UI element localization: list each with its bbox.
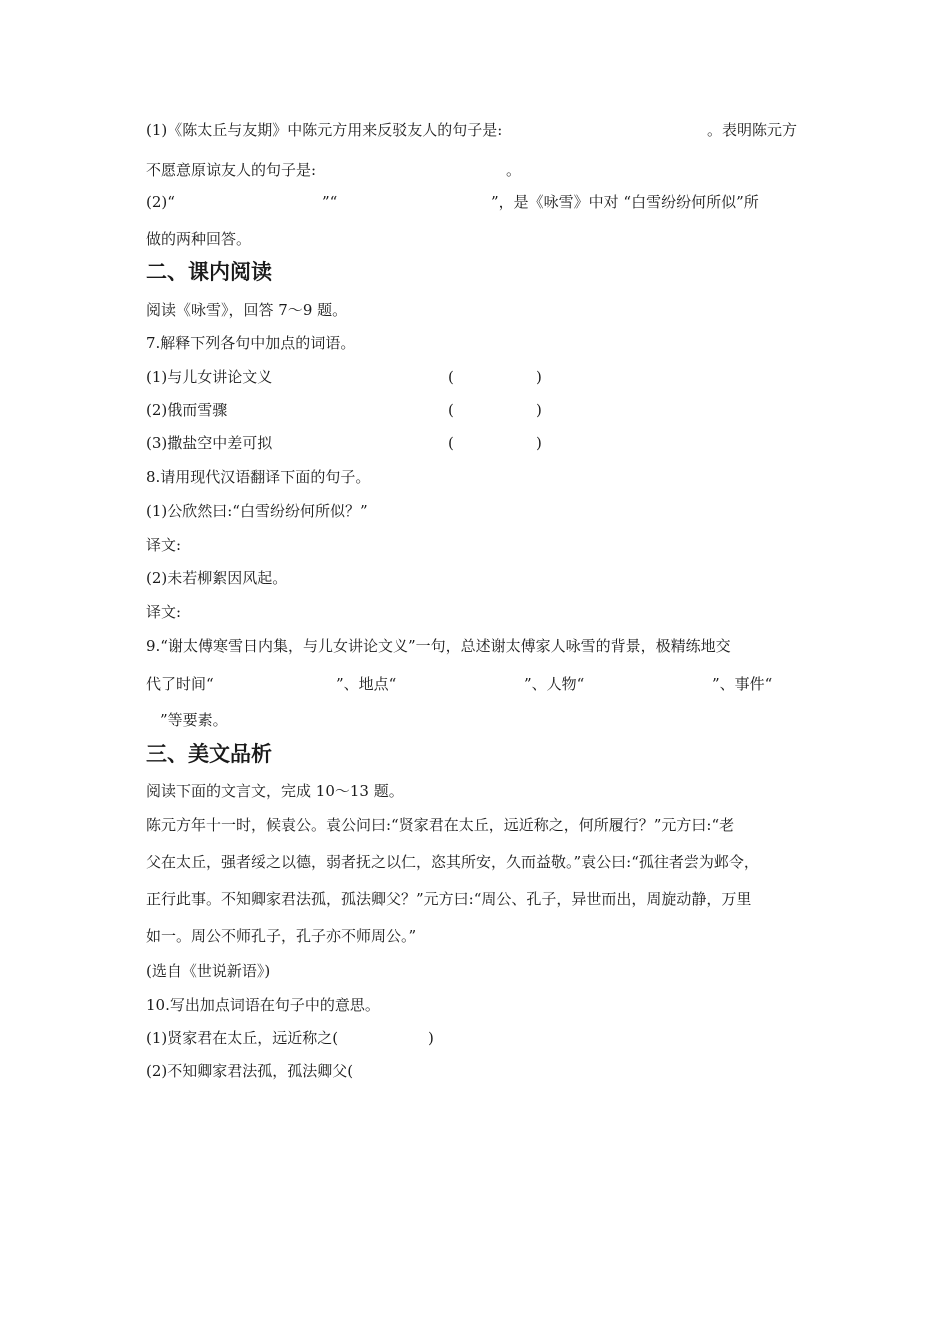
- answer-paren-close: ): [536, 434, 542, 452]
- question-1-suffix: 。表明陈元方: [707, 121, 798, 139]
- passage-source: (选自《世说新语》): [146, 962, 271, 980]
- question-8-sentence-1: (1)公欣然曰:“白雪纷纷何所似？”: [146, 502, 368, 520]
- question-7-item-text: (3)撒盐空中差可拟: [146, 434, 273, 452]
- section-3-intro: 阅读下面的文言文，完成 10～13 题。: [146, 782, 404, 800]
- passage-line-4: 如一。周公不师孔子，孔子亦不师周公。”: [146, 927, 417, 945]
- answer-paren-close: ): [536, 368, 542, 386]
- answer-paren-close: ): [428, 1029, 434, 1047]
- question-8-sentence-2: (2)未若柳絮因风起。: [146, 569, 288, 587]
- question-9-line-3: ”等要素。: [160, 711, 228, 729]
- question-2-text-2: 做的两种回答。: [146, 230, 252, 248]
- question-9-event: ”、事件“: [712, 675, 773, 693]
- question-2-text: ”，是《咏雪》中对 “白雪纷纷何所似”所: [491, 193, 759, 211]
- question-8: 8.请用现代汉语翻译下面的句子。: [146, 468, 371, 486]
- passage-line-3: 正行此事。不知卿家君法孤，孤法卿父？”元方曰:“周公、孔子，异世而出，周旋动静，万里: [146, 890, 752, 908]
- question-9-time: 代了时间“: [146, 675, 214, 693]
- question-1-text-2: 不愿意原谅友人的句子是:: [146, 161, 317, 179]
- section-2-intro: 阅读《咏雪》，回答 7～9 题。: [146, 301, 348, 319]
- answer-paren-close: ): [536, 401, 542, 419]
- question-9-place: ”、地点“: [336, 675, 397, 693]
- answer-paren-open: (: [448, 368, 454, 386]
- question-9-people: ”、人物“: [524, 675, 585, 693]
- question-2-open-quote: (2)“: [146, 193, 175, 211]
- question-7-item-text: (2)俄而雪骤: [146, 401, 228, 419]
- translation-label-2: 译文:: [146, 603, 182, 621]
- question-10-item-2: (2)不知卿家君法孤，孤法卿父(: [146, 1062, 354, 1080]
- passage-line-1: 陈元方年十一时，候袁公。袁公问曰:“贤家君在太丘，远近称之，何所履行？”元方曰:“老: [146, 816, 735, 834]
- answer-paren-open: (: [448, 434, 454, 452]
- question-10: 10.写出加点词语在句子中的意思。: [146, 996, 380, 1014]
- section-2-heading: 二、课内阅读: [146, 260, 272, 284]
- question-1-end: 。: [506, 161, 522, 179]
- question-10-item-text: (1)贤家君在太丘，远近称之(: [146, 1029, 339, 1047]
- passage-line-2: 父在太丘，强者绥之以德，弱者抚之以仁，恣其所安，久而益敬。”袁公曰:“孤往者尝为邺令，: [146, 853, 759, 871]
- question-2-mid-quote: ”“: [322, 193, 338, 211]
- question-7-item-text: (1)与儿女讲论文义: [146, 368, 273, 386]
- question-7: 7.解释下列各句中加点的词语。: [146, 334, 356, 352]
- section-3-heading: 三、美文品析: [146, 742, 272, 766]
- question-9-line-1: 9.“谢太傅寒雪日内集，与儿女讲论文义”一句，总述谢太傅家人咏雪的背景，极精练地交: [146, 637, 731, 655]
- question-1-text: (1)《陈太丘与友期》中陈元方用来反驳友人的句子是:: [146, 121, 503, 139]
- translation-label-1: 译文:: [146, 536, 182, 554]
- answer-paren-open: (: [448, 401, 454, 419]
